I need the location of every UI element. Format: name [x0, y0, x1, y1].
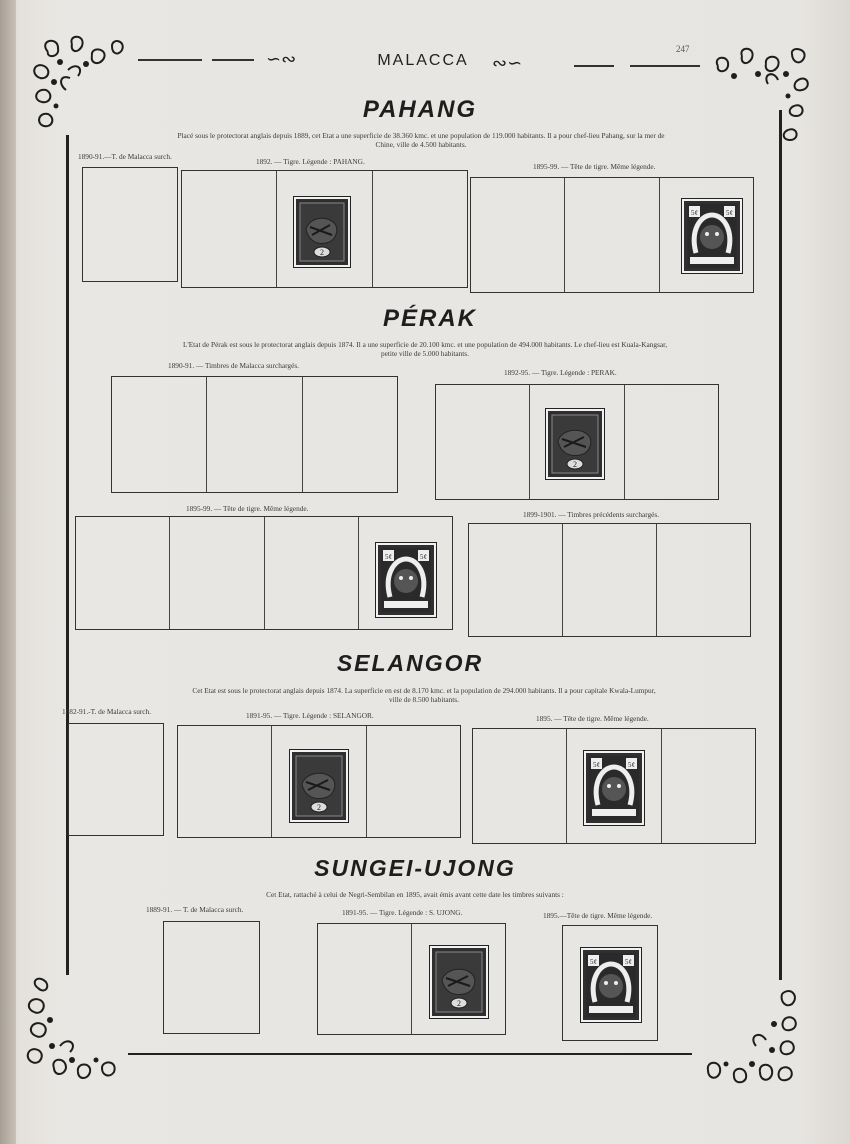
section-title-pahang: PAHANG: [362, 96, 478, 123]
stamp-space[interactable]: [530, 385, 624, 499]
stamp-space-group: [181, 170, 468, 288]
stamp-space[interactable]: [563, 524, 657, 636]
stamp-space[interactable]: [625, 385, 718, 499]
header-rule-left: [212, 59, 254, 61]
stamp-space-group: [82, 167, 178, 282]
stamp-value: 2: [573, 460, 578, 469]
stamp-space[interactable]: [164, 922, 259, 1033]
header-rule-right: [574, 65, 614, 67]
issue-label: 1882-91.-T. de Malacca surch.: [62, 707, 152, 716]
intro-line: petite ville de 5.000 habitants.: [381, 349, 469, 358]
stamp-space[interactable]: [170, 517, 264, 629]
stamp-space[interactable]: [83, 168, 177, 281]
stamp-space[interactable]: [76, 517, 170, 629]
stamp-space[interactable]: [318, 924, 412, 1034]
issue-label: 1892-95. — Tigre. Légende : PERAK.: [504, 368, 617, 377]
tiger-stamp: [290, 750, 348, 822]
stamp-space[interactable]: [207, 377, 302, 492]
section-title-perak: PÉRAK: [382, 305, 477, 332]
issue-label: 1891-95. — Tigre. Légende : S. UJONG.: [342, 908, 463, 917]
stamp-value: 5¢: [690, 209, 698, 217]
stamp-value: 5¢: [384, 553, 392, 561]
header-rule-left: [138, 59, 202, 61]
stamp-space[interactable]: [469, 524, 563, 636]
stamp-space-group: [75, 516, 453, 630]
tiger-stamp: [430, 946, 488, 1018]
intro-line: ville de 8.500 habitants.: [389, 695, 459, 704]
stamp-space-group: [177, 725, 461, 838]
intro-line: L'Etat de Pérak est sous le protectorat anglais depuis 1874. Il a une superficie de 20.100 kmc. et une population de 494.000 habitants. Le chef-lieu est Kuala-Kangsar,: [182, 340, 668, 349]
header-rule-right: [630, 65, 700, 67]
stamp-space[interactable]: [272, 726, 366, 837]
stamp-space[interactable]: [359, 517, 452, 629]
stamp-space-group: [470, 177, 754, 293]
issue-label: 1895. — Tête de tigre. Même légende.: [536, 714, 649, 723]
issue-label: 1890-91.—T. de Malacca surch.: [78, 152, 172, 161]
stamp-space[interactable]: [412, 924, 505, 1034]
stamp-space-group: [562, 925, 658, 1041]
tiger-head-stamp: [581, 948, 641, 1022]
frame-bottom-line: [128, 1053, 692, 1055]
stamp-space-group: [435, 384, 719, 500]
tiger-head-stamp: [376, 543, 436, 617]
stamp-value: 5¢: [625, 958, 632, 966]
issue-label: 1899-1901. — Timbres précédents surchargés.: [523, 510, 660, 519]
stamp-value: 5¢: [590, 958, 597, 966]
section-intro-selangor: [74, 686, 774, 704]
stamp-space[interactable]: [367, 726, 460, 837]
stamp-space-group: [468, 523, 751, 637]
stamp-space[interactable]: [277, 171, 372, 287]
page-header-title: MALACCA: [377, 52, 469, 69]
tiger-head-stamp: [682, 199, 742, 273]
stamp-space[interactable]: [471, 178, 565, 292]
stamp-value: 2: [320, 248, 325, 257]
corner-ornament-bottom-right-icon: [698, 984, 806, 1088]
stamp-space[interactable]: [563, 926, 657, 1040]
stamp-value: 5¢: [725, 209, 733, 217]
stamp-space-group: [317, 923, 506, 1035]
section-title-selangor: SELANGOR: [336, 650, 484, 676]
stamp-space[interactable]: [662, 729, 755, 843]
stamp-space[interactable]: [567, 729, 661, 843]
issue-label: 1891-95. — Tigre. Légende : SELANGOR.: [246, 711, 374, 720]
intro-line: Placé sous le protectorat anglais depuis 1889, cet Etat a une superficie de 38.360 kmc. et une population de 119.000 habitants. Il a pour chef-lieu Pahang, sur la mer de: [177, 131, 665, 140]
stamp-space-group: [472, 728, 756, 844]
stamp-space[interactable]: [182, 171, 277, 287]
page-binding: [0, 0, 16, 1144]
section-intro-sungei-ujong: [160, 890, 670, 899]
frame-left-line: [66, 135, 69, 975]
stamp-value: 5¢: [628, 761, 636, 769]
issue-label: 1895-99. — Tête de tigre. Même légende.: [533, 162, 656, 171]
stamp-space[interactable]: [265, 517, 359, 629]
section-intro-pahang: [76, 131, 766, 149]
issue-label: 1895.—Tête de tigre. Même légende.: [543, 911, 653, 920]
stamp-space[interactable]: [178, 726, 272, 837]
stamp-space[interactable]: [373, 171, 467, 287]
stamp-value: 2: [317, 803, 322, 812]
stamp-space-group: [111, 376, 398, 493]
stamp-space[interactable]: [303, 377, 397, 492]
intro-line: Chine, ville de 4.500 habitants.: [375, 140, 467, 149]
tiger-stamp: [546, 409, 604, 479]
stamp-space[interactable]: [565, 178, 659, 292]
stamp-value: 5¢: [593, 761, 601, 769]
corner-ornament-top-right-icon: [708, 44, 814, 144]
stamp-space[interactable]: [436, 385, 530, 499]
stamp-value: 5¢: [419, 553, 427, 561]
intro-line: Cet Etat est sous le protectorat anglais depuis 1874. La superficie en est de 8.170 kmc. et la population de 294.000 habitants. Il a pour capitale Kwala-Lumpur,: [192, 686, 656, 695]
frame-right-line: [779, 110, 782, 980]
stamp-space-group: [68, 723, 164, 836]
issue-label: 1895-99. — Tête de tigre. Même légende.: [186, 504, 309, 513]
issue-label: 1889-91. — T. de Malacca surch.: [146, 905, 244, 914]
page-number: 247: [676, 44, 690, 54]
corner-ornament-bottom-left-icon: [20, 976, 130, 1086]
section-intro-perak: [80, 340, 770, 358]
corner-ornament-top-left-icon: [28, 34, 128, 144]
section-title-sungei-ujong: SUNGEI-UJONG: [314, 855, 516, 881]
stamp-space[interactable]: [657, 524, 750, 636]
issue-label: 1892. — Tigre. Légende : PAHANG.: [256, 157, 365, 166]
stamp-space[interactable]: [69, 724, 163, 835]
stamp-space-group: [163, 921, 260, 1034]
issue-label: 1890-91. — Timbres de Malacca surchargés.: [168, 361, 299, 370]
header-scroll-left-icon: ∽∾: [266, 49, 297, 69]
tiger-stamp: [294, 197, 350, 267]
tiger-head-stamp: [584, 751, 644, 825]
stamp-value: 2: [457, 999, 461, 1008]
stamp-space[interactable]: [473, 729, 567, 843]
stamp-space[interactable]: [660, 178, 753, 292]
intro-line: Cet Etat, rattaché à celui de Negri-Sembilan en 1895, avait émis avant cette date les timbres suivants :: [266, 890, 564, 899]
stamp-space[interactable]: [112, 377, 207, 492]
header-scroll-right-icon: ∾∽: [492, 53, 523, 73]
